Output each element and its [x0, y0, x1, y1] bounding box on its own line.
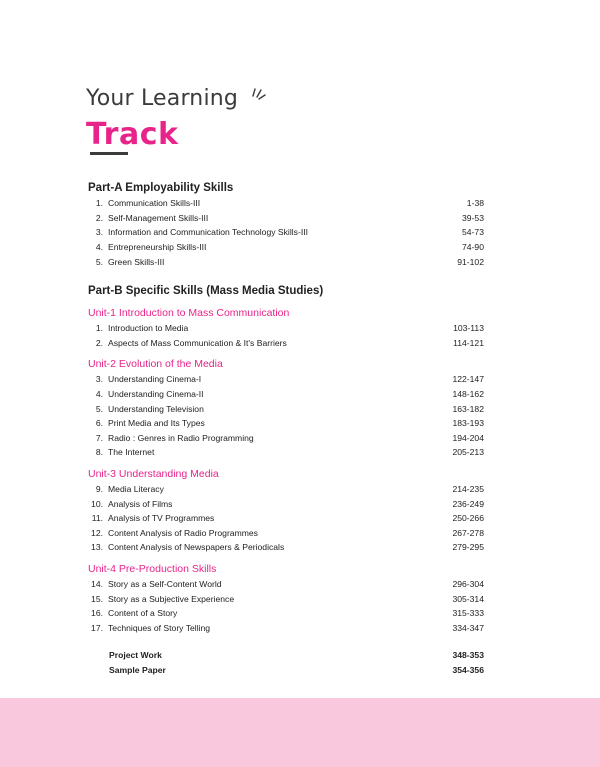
unit-3-heading: Unit-3 Understanding Media	[88, 467, 219, 480]
entry-pages: 250-266	[452, 513, 484, 524]
toc-entry	[88, 445, 484, 460]
entry-pages: 348-353	[452, 650, 484, 661]
toc-entry	[88, 254, 484, 269]
entry-label: Content Analysis of Radio Programmes	[108, 527, 258, 538]
entry-pages: 163-182	[452, 403, 484, 414]
entry-pages: 91-102	[457, 256, 484, 267]
entry-pages: 103-113	[453, 323, 484, 334]
entry-pages: 205-213	[452, 447, 484, 458]
entry-number: 14.	[91, 578, 103, 589]
title-line2: Track	[86, 117, 179, 152]
entry-pages: 214-235	[452, 484, 484, 495]
footer-band	[0, 698, 600, 767]
entry-number: 4.	[95, 389, 103, 400]
entry-number: 6.	[95, 418, 103, 429]
entry-pages: 279-295	[452, 542, 484, 553]
unit-4-heading: Unit-4 Pre-Production Skills	[88, 562, 217, 575]
extras-section	[88, 648, 484, 678]
part-a-entries	[88, 196, 484, 269]
entry-label: Introduction to Media	[108, 323, 189, 334]
entry-number: 15.	[91, 593, 103, 604]
entry-label: Media Literacy	[108, 484, 164, 495]
toc-entry	[88, 606, 484, 621]
part-a-heading: Part-A Employability Skills	[88, 182, 234, 194]
entry-number: 12.	[91, 527, 103, 538]
toc-entry	[88, 540, 484, 555]
entry-label: Content of a Story	[108, 608, 178, 619]
unit-2-heading: Unit-2 Evolution of the Media	[88, 358, 223, 371]
entry-pages: 74-90	[462, 242, 484, 253]
entry-number: 4.	[95, 242, 103, 253]
toc-entry	[88, 526, 484, 541]
part-b-heading: Part-B Specific Skills (Mass Media Studies)	[88, 284, 324, 297]
toc-entry	[88, 211, 484, 226]
entry-number: 7.	[95, 432, 103, 443]
toc-entry	[88, 591, 484, 606]
title-line1: Your Learning	[86, 86, 239, 111]
entry-pages: 148-162	[452, 389, 484, 400]
entry-label: Story as a Subjective Experience	[108, 593, 235, 604]
toc-entry	[88, 431, 484, 446]
toc-entry	[88, 401, 484, 416]
entry-pages: 305-314	[452, 593, 484, 604]
entry-number: 16.	[91, 608, 103, 619]
unit-1-heading: Unit-1 Introduction to Mass Communication	[88, 306, 290, 319]
entry-label: Story as a Self-Content World	[108, 578, 222, 589]
toc-entry	[88, 225, 484, 240]
toc-entry	[88, 336, 484, 351]
toc-entry	[88, 496, 484, 511]
entry-pages: 1-38	[466, 198, 484, 209]
toc-entry	[88, 511, 484, 526]
entry-pages: 236-249	[452, 498, 484, 509]
entry-pages: 54-73	[462, 227, 484, 238]
entry-pages: 114-121	[453, 337, 484, 348]
entry-number: 1.	[95, 198, 103, 209]
entry-number: 11.	[91, 513, 103, 524]
toc-entry	[88, 196, 484, 211]
table-of-contents	[88, 180, 484, 678]
entry-pages: 183-193	[452, 418, 484, 429]
entry-label: Print Media and Its Types	[108, 418, 205, 429]
entry-number: 2.	[95, 212, 103, 223]
entry-number: 17.	[91, 622, 103, 633]
toc-entry	[88, 240, 484, 255]
toc-entry	[88, 372, 484, 387]
entry-pages: 122-147	[452, 374, 484, 385]
toc-entry	[88, 577, 484, 592]
toc-entry	[88, 482, 484, 497]
entry-label: Communication Skills-III	[108, 198, 201, 209]
entry-label: Understanding Cinema-II	[108, 389, 204, 400]
entry-pages: 354-356	[452, 665, 484, 676]
project-work-entry	[88, 648, 484, 663]
toc-entry	[88, 321, 484, 336]
toc-entry	[88, 387, 484, 402]
entry-label: Analysis of TV Programmes	[108, 513, 215, 524]
entry-pages: 315-333	[452, 608, 484, 619]
entry-number: 8.	[95, 447, 103, 458]
entry-number: 3.	[95, 374, 103, 385]
entry-number: 1.	[95, 323, 103, 334]
entry-number: 3.	[95, 227, 103, 238]
entry-number: 5.	[95, 403, 103, 414]
entry-pages: 296-304	[452, 578, 484, 589]
entry-label: Techniques of Story Telling	[108, 622, 211, 633]
entry-label: Understanding Cinema-I	[108, 374, 202, 385]
toc-entry	[88, 620, 484, 635]
entry-number: 5.	[95, 256, 103, 267]
entry-pages: 334-347	[452, 622, 484, 633]
entry-label: Information and Communication Technology Skills-III	[108, 227, 308, 238]
toc-entry	[88, 416, 484, 431]
entry-number: 10.	[91, 498, 103, 509]
entry-label: Analysis of Films	[108, 498, 173, 509]
entry-label: Entrepreneurship Skills-III	[108, 242, 207, 253]
entry-number: 2.	[95, 337, 103, 348]
entry-pages: 194-204	[452, 432, 484, 443]
entry-number: 13.	[91, 542, 103, 553]
entry-label: Green Skills-III	[108, 256, 165, 267]
sample-paper-entry	[88, 663, 484, 678]
entry-label: Radio : Genres in Radio Programming	[108, 432, 254, 443]
entry-label: Project Work	[109, 650, 162, 661]
entry-label: Self-Management Skills-III	[108, 212, 209, 223]
entry-label: Sample Paper	[109, 665, 166, 676]
entry-label: The Internet	[108, 447, 155, 458]
entry-pages: 39-53	[462, 212, 484, 223]
entry-label: Aspects of Mass Communication & It's Barriers	[108, 337, 287, 348]
entry-number: 9.	[95, 484, 103, 495]
entry-pages: 267-278	[452, 527, 484, 538]
page-header	[86, 86, 238, 152]
entry-label: Content Analysis of Newspapers & Periodicals	[108, 542, 285, 553]
entry-label: Understanding Television	[108, 403, 204, 414]
sparkle-icon	[249, 82, 267, 100]
